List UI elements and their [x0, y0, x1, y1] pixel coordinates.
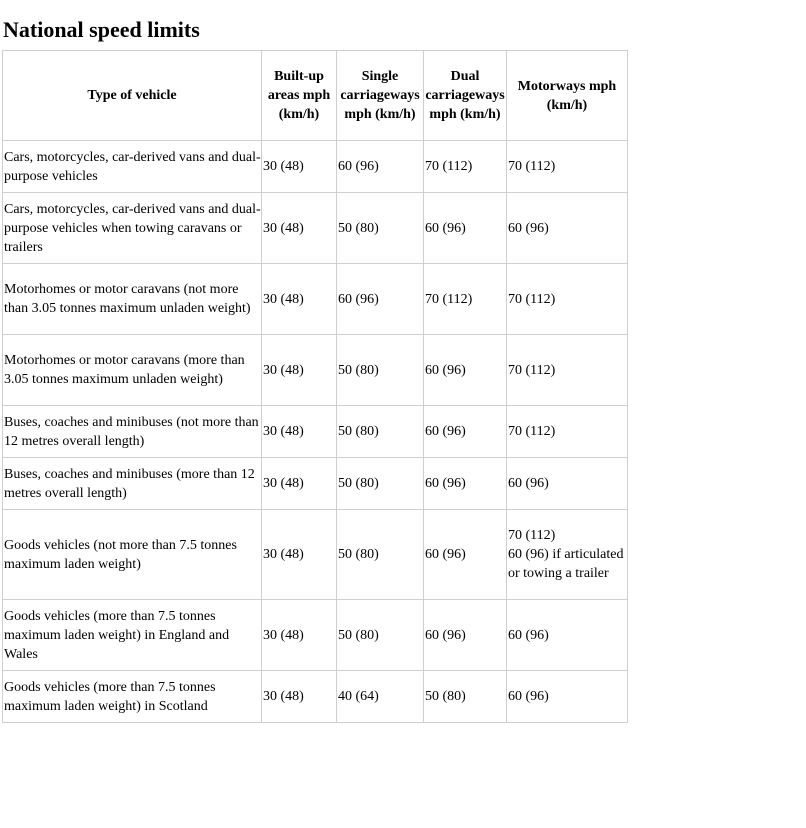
motorways-cell [507, 600, 628, 671]
motorways-value: 60 (96) [508, 220, 549, 236]
table-row [3, 510, 628, 600]
single-carriageways-cell: 60 (96) [337, 141, 424, 193]
page-title: National speed limits [3, 17, 200, 42]
built-up-areas-cell: 30 (48) [262, 510, 337, 600]
table-row [3, 264, 628, 335]
single-carriageways-cell: 50 (80) [337, 335, 424, 406]
vehicle-type-cell: Buses, coaches and minibuses (more than 12 metres overall length) [3, 458, 262, 510]
header-built-up-areas: Built-up areas mph (km/h) [262, 51, 337, 141]
dual-carriageways-cell: 60 (96) [424, 458, 507, 510]
vehicle-type-cell: Goods vehicles (more than 7.5 tonnes maximum laden weight) in Scotland [3, 671, 262, 723]
vehicle-type-cell: Buses, coaches and minibuses (not more than 12 metres overall length) [3, 406, 262, 458]
vehicle-type-cell: Motorhomes or motor caravans (not more than 3.05 tonnes maximum unladen weight) [3, 264, 262, 335]
motorways-value: 60 (96) [508, 689, 549, 704]
dual-carriageways-cell: 60 (96) [424, 510, 507, 600]
vehicle-type-cell: Goods vehicles (not more than 7.5 tonnes maximum laden weight) [3, 510, 262, 600]
dual-carriageways-cell: 70 (112) [424, 141, 507, 193]
vehicle-type-cell: Cars, motorcycles, car-derived vans and dual-purpose vehicles [3, 141, 262, 193]
table-row [3, 406, 628, 458]
motorways-cell [507, 406, 628, 458]
motorways-value: 70 (112) [508, 424, 556, 439]
single-carriageways-cell: 50 (80) [337, 406, 424, 458]
vehicle-type-cell: Cars, motorcycles, car-derived vans and dual-purpose vehicles when towing caravans or trailers [3, 193, 262, 264]
table-row [3, 458, 628, 510]
dual-carriageways-cell: 70 (112) [424, 264, 507, 335]
motorways-cell [507, 193, 628, 264]
single-carriageways-cell: 50 (80) [337, 193, 424, 264]
table-body [3, 141, 628, 723]
vehicle-type-cell: Goods vehicles (more than 7.5 tonnes maximum laden weight) in England and Wales [3, 600, 262, 671]
motorways-value: 70 (112) [508, 291, 556, 307]
motorways-value: 70 (112) [508, 362, 556, 378]
table-row [3, 600, 628, 671]
table-row [3, 193, 628, 264]
motorways-value: 60 (96) if articulated or towing a trailer [508, 547, 624, 581]
built-up-areas-cell: 30 (48) [262, 458, 337, 510]
motorways-value: 60 (96) [508, 627, 549, 643]
dual-carriageways-cell: 50 (80) [424, 671, 507, 723]
built-up-areas-cell: 30 (48) [262, 141, 337, 193]
motorways-value: 70 (112) [508, 528, 556, 543]
motorways-cell [507, 510, 628, 600]
single-carriageways-cell: 50 (80) [337, 458, 424, 510]
header-type-of-vehicle: Type of vehicle [3, 51, 262, 141]
built-up-areas-cell: 30 (48) [262, 335, 337, 406]
header-motorways: Motorways mph (km/h) [507, 51, 628, 141]
built-up-areas-cell: 30 (48) [262, 671, 337, 723]
motorways-value: 70 (112) [508, 159, 556, 174]
motorways-cell [507, 141, 628, 193]
table-row [3, 335, 628, 406]
motorways-value: 60 (96) [508, 476, 549, 491]
dual-carriageways-cell: 60 (96) [424, 335, 507, 406]
motorways-cell [507, 264, 628, 335]
table-header-row [3, 51, 628, 141]
table-row [3, 671, 628, 723]
dual-carriageways-cell: 60 (96) [424, 406, 507, 458]
motorways-cell [507, 335, 628, 406]
dual-carriageways-cell: 60 (96) [424, 600, 507, 671]
header-single-carriageways: Single carriageways mph (km/h) [337, 51, 424, 141]
built-up-areas-cell: 30 (48) [262, 193, 337, 264]
dual-carriageways-cell: 60 (96) [424, 193, 507, 264]
vehicle-type-cell: Motorhomes or motor caravans (more than 3.05 tonnes maximum unladen weight) [3, 335, 262, 406]
built-up-areas-cell: 30 (48) [262, 406, 337, 458]
single-carriageways-cell: 50 (80) [337, 600, 424, 671]
single-carriageways-cell: 50 (80) [337, 510, 424, 600]
motorways-cell [507, 671, 628, 723]
table-row [3, 141, 628, 193]
speed-limits-table [2, 50, 628, 723]
single-carriageways-cell: 60 (96) [337, 264, 424, 335]
motorways-cell [507, 458, 628, 510]
single-carriageways-cell: 40 (64) [337, 671, 424, 723]
header-dual-carriageways: Dual carriageways mph (km/h) [424, 51, 507, 141]
built-up-areas-cell: 30 (48) [262, 600, 337, 671]
built-up-areas-cell: 30 (48) [262, 264, 337, 335]
